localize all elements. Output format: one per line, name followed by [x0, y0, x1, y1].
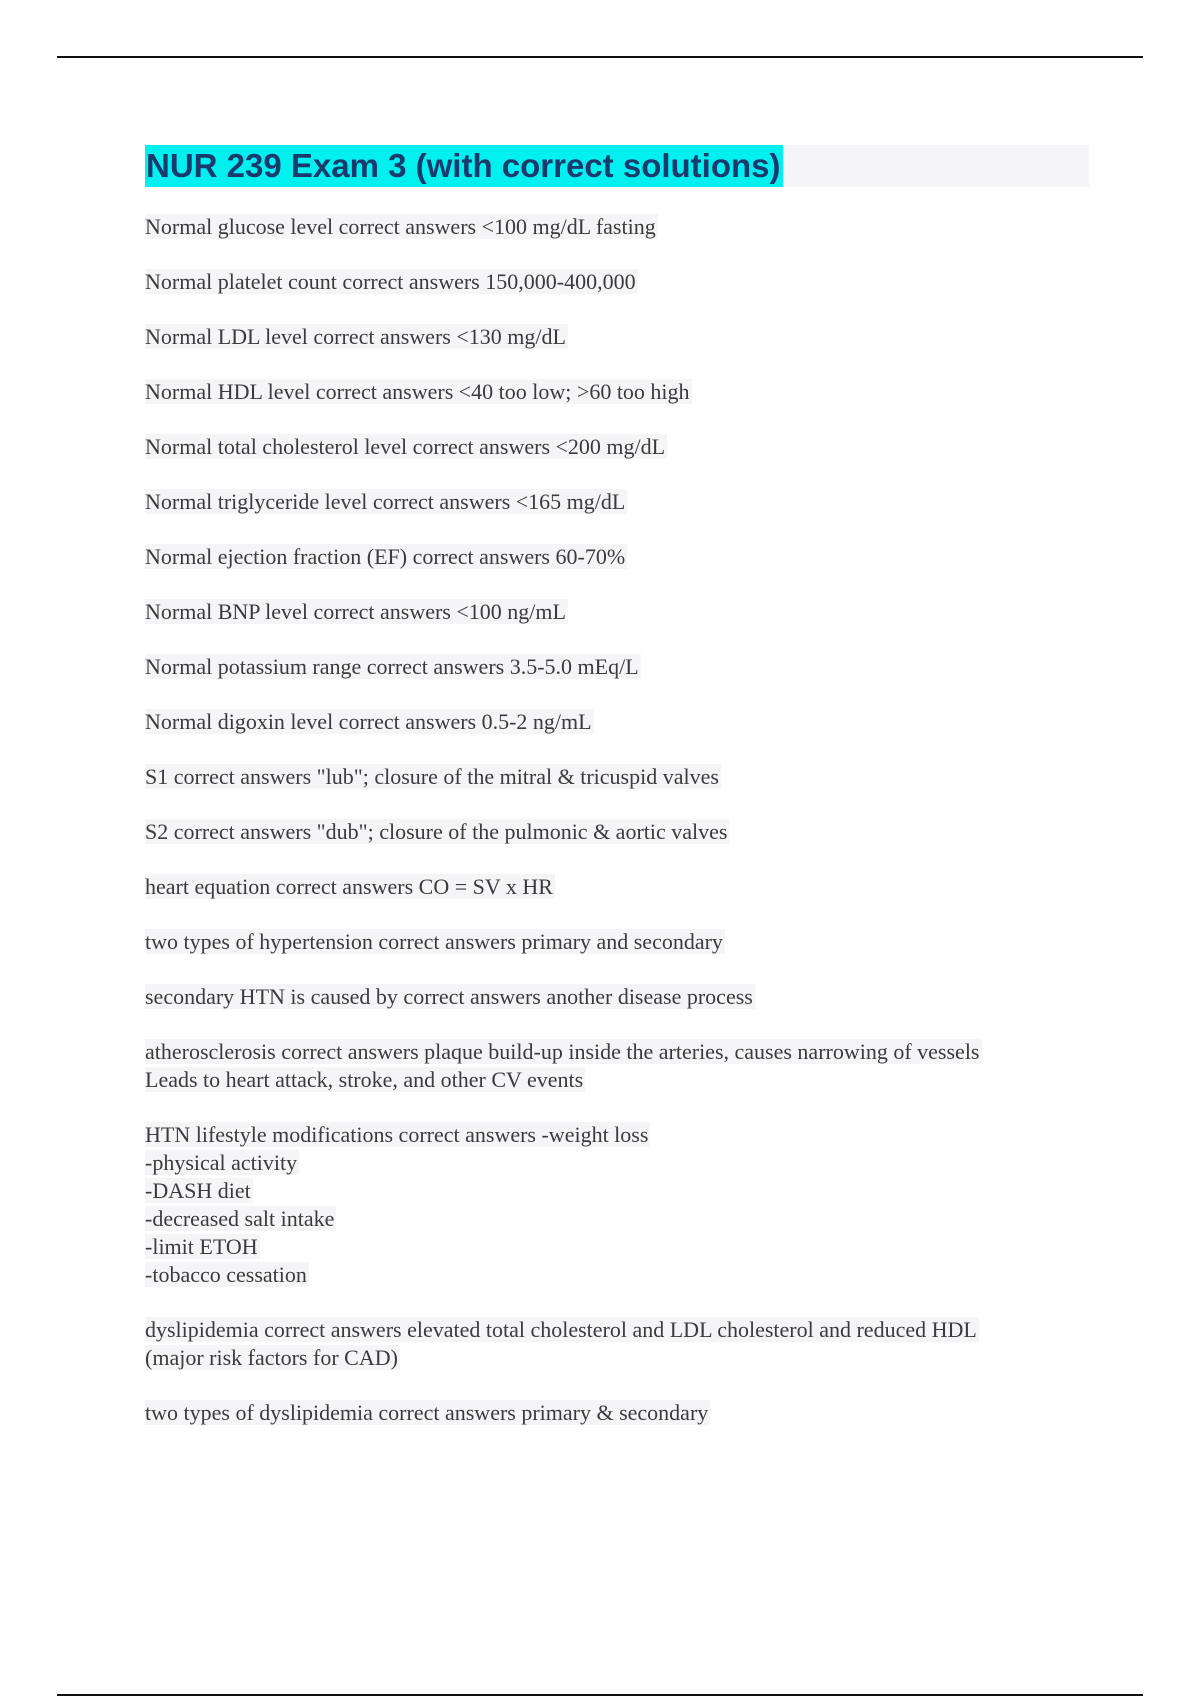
- qa-entry-line: [145, 1038, 1090, 1066]
- qa-entry-text: atherosclerosis correct answers plaque build-up inside the arteries, causes narrowing of vessels: [145, 1039, 980, 1064]
- qa-entry-text: S1 correct answers "lub"; closure of the mitral & tricuspid valves: [145, 764, 719, 789]
- qa-entry-line: [145, 1344, 1090, 1372]
- qa-entry-text: Normal potassium range correct answers 3.5-5.0 mEq/L: [145, 654, 639, 679]
- qa-entry-text: Normal BNP level correct answers <100 ng/mL: [145, 599, 566, 624]
- qa-entry-text: dyslipidemia correct answers elevated total cholesterol and LDL cholesterol and reduced HDL: [145, 1317, 977, 1342]
- qa-entry-text: -limit ETOH: [145, 1234, 258, 1259]
- qa-entry-line: [145, 1205, 1090, 1233]
- qa-entry-line: [145, 378, 1090, 406]
- qa-entry-line: [145, 1177, 1090, 1205]
- qa-entry-text: Normal total cholesterol level correct answers <200 mg/dL: [145, 434, 666, 459]
- qa-entry: [145, 653, 1090, 681]
- qa-entry: [145, 983, 1090, 1011]
- qa-entry-line: [145, 1233, 1090, 1261]
- qa-entry-text: Normal glucose level correct answers <100 mg/dL fasting: [145, 214, 656, 239]
- qa-entry: [145, 433, 1090, 461]
- qa-entry-line: [145, 983, 1090, 1011]
- title-bar: [145, 145, 1089, 187]
- qa-entry: [145, 213, 1090, 241]
- qa-entry-line: [145, 543, 1090, 571]
- qa-entry: [145, 1038, 1090, 1094]
- qa-entry-line: [145, 488, 1090, 516]
- qa-entry-text: two types of dyslipidemia correct answers primary & secondary: [145, 1400, 709, 1425]
- qa-entry: [145, 1121, 1090, 1289]
- qa-entry-line: [145, 928, 1090, 956]
- qa-entry-text: -tobacco cessation: [145, 1262, 307, 1287]
- qa-entry: [145, 488, 1090, 516]
- qa-entry-text: two types of hypertension correct answers primary and secondary: [145, 929, 723, 954]
- qa-entry-text: heart equation correct answers CO = SV x HR: [145, 874, 553, 899]
- qa-entry-line: [145, 1149, 1090, 1177]
- qa-entry: [145, 873, 1090, 901]
- qa-entry-text: Normal platelet count correct answers 150,000-400,000: [145, 269, 636, 294]
- qa-entry-text: Leads to heart attack, stroke, and other CV events: [145, 1067, 584, 1092]
- qa-entry: [145, 543, 1090, 571]
- qa-entry-text: Normal triglyceride level correct answers <165 mg/dL: [145, 489, 626, 514]
- qa-entry-line: [145, 268, 1090, 296]
- qa-entry-text: -DASH diet: [145, 1178, 251, 1203]
- qa-entry-text: HTN lifestyle modifications correct answers -weight loss: [145, 1122, 649, 1147]
- document-body: [145, 145, 1090, 1454]
- qa-entry-line: [145, 873, 1090, 901]
- qa-entry: [145, 1316, 1090, 1372]
- qa-entry: [145, 323, 1090, 351]
- qa-entry-line: [145, 213, 1090, 241]
- qa-entry: [145, 763, 1090, 791]
- qa-entry-text: Normal LDL level correct answers <130 mg/dL: [145, 324, 566, 349]
- qa-entry-line: [145, 323, 1090, 351]
- qa-entry-line: [145, 1399, 1090, 1427]
- bottom-rule: [57, 1694, 1143, 1696]
- qa-entry-text: (major risk factors for CAD): [145, 1345, 398, 1370]
- qa-entry-text: Normal digoxin level correct answers 0.5-2 ng/mL: [145, 709, 592, 734]
- qa-entry: [145, 268, 1090, 296]
- qa-entry-text: S2 correct answers "dub"; closure of the pulmonic & aortic valves: [145, 819, 728, 844]
- qa-entry: [145, 928, 1090, 956]
- qa-entry-line: [145, 818, 1090, 846]
- qa-entry-text: Normal ejection fraction (EF) correct answers 60-70%: [145, 544, 626, 569]
- qa-entry: [145, 598, 1090, 626]
- qa-entry: [145, 1399, 1090, 1427]
- qa-entry: [145, 818, 1090, 846]
- qa-entry: [145, 378, 1090, 406]
- qa-entry-line: [145, 1316, 1090, 1344]
- top-rule: [57, 56, 1143, 58]
- qa-entry-text: secondary HTN is caused by correct answers another disease process: [145, 984, 753, 1009]
- qa-entry-text: Normal HDL level correct answers <40 too low; >60 too high: [145, 379, 690, 404]
- qa-entry-line: [145, 1261, 1090, 1289]
- qa-entry-text: -decreased salt intake: [145, 1206, 335, 1231]
- qa-entry-line: [145, 433, 1090, 461]
- qa-entry-line: [145, 763, 1090, 791]
- qa-entry-line: [145, 598, 1090, 626]
- qa-entry-line: [145, 1121, 1090, 1149]
- qa-entry-line: [145, 653, 1090, 681]
- document-title: NUR 239 Exam 3 (with correct solutions): [145, 145, 783, 187]
- qa-entry-text: -physical activity: [145, 1150, 298, 1175]
- qa-entry: [145, 708, 1090, 736]
- qa-entry-line: [145, 1066, 1090, 1094]
- qa-entry-line: [145, 708, 1090, 736]
- qa-list: [145, 213, 1090, 1427]
